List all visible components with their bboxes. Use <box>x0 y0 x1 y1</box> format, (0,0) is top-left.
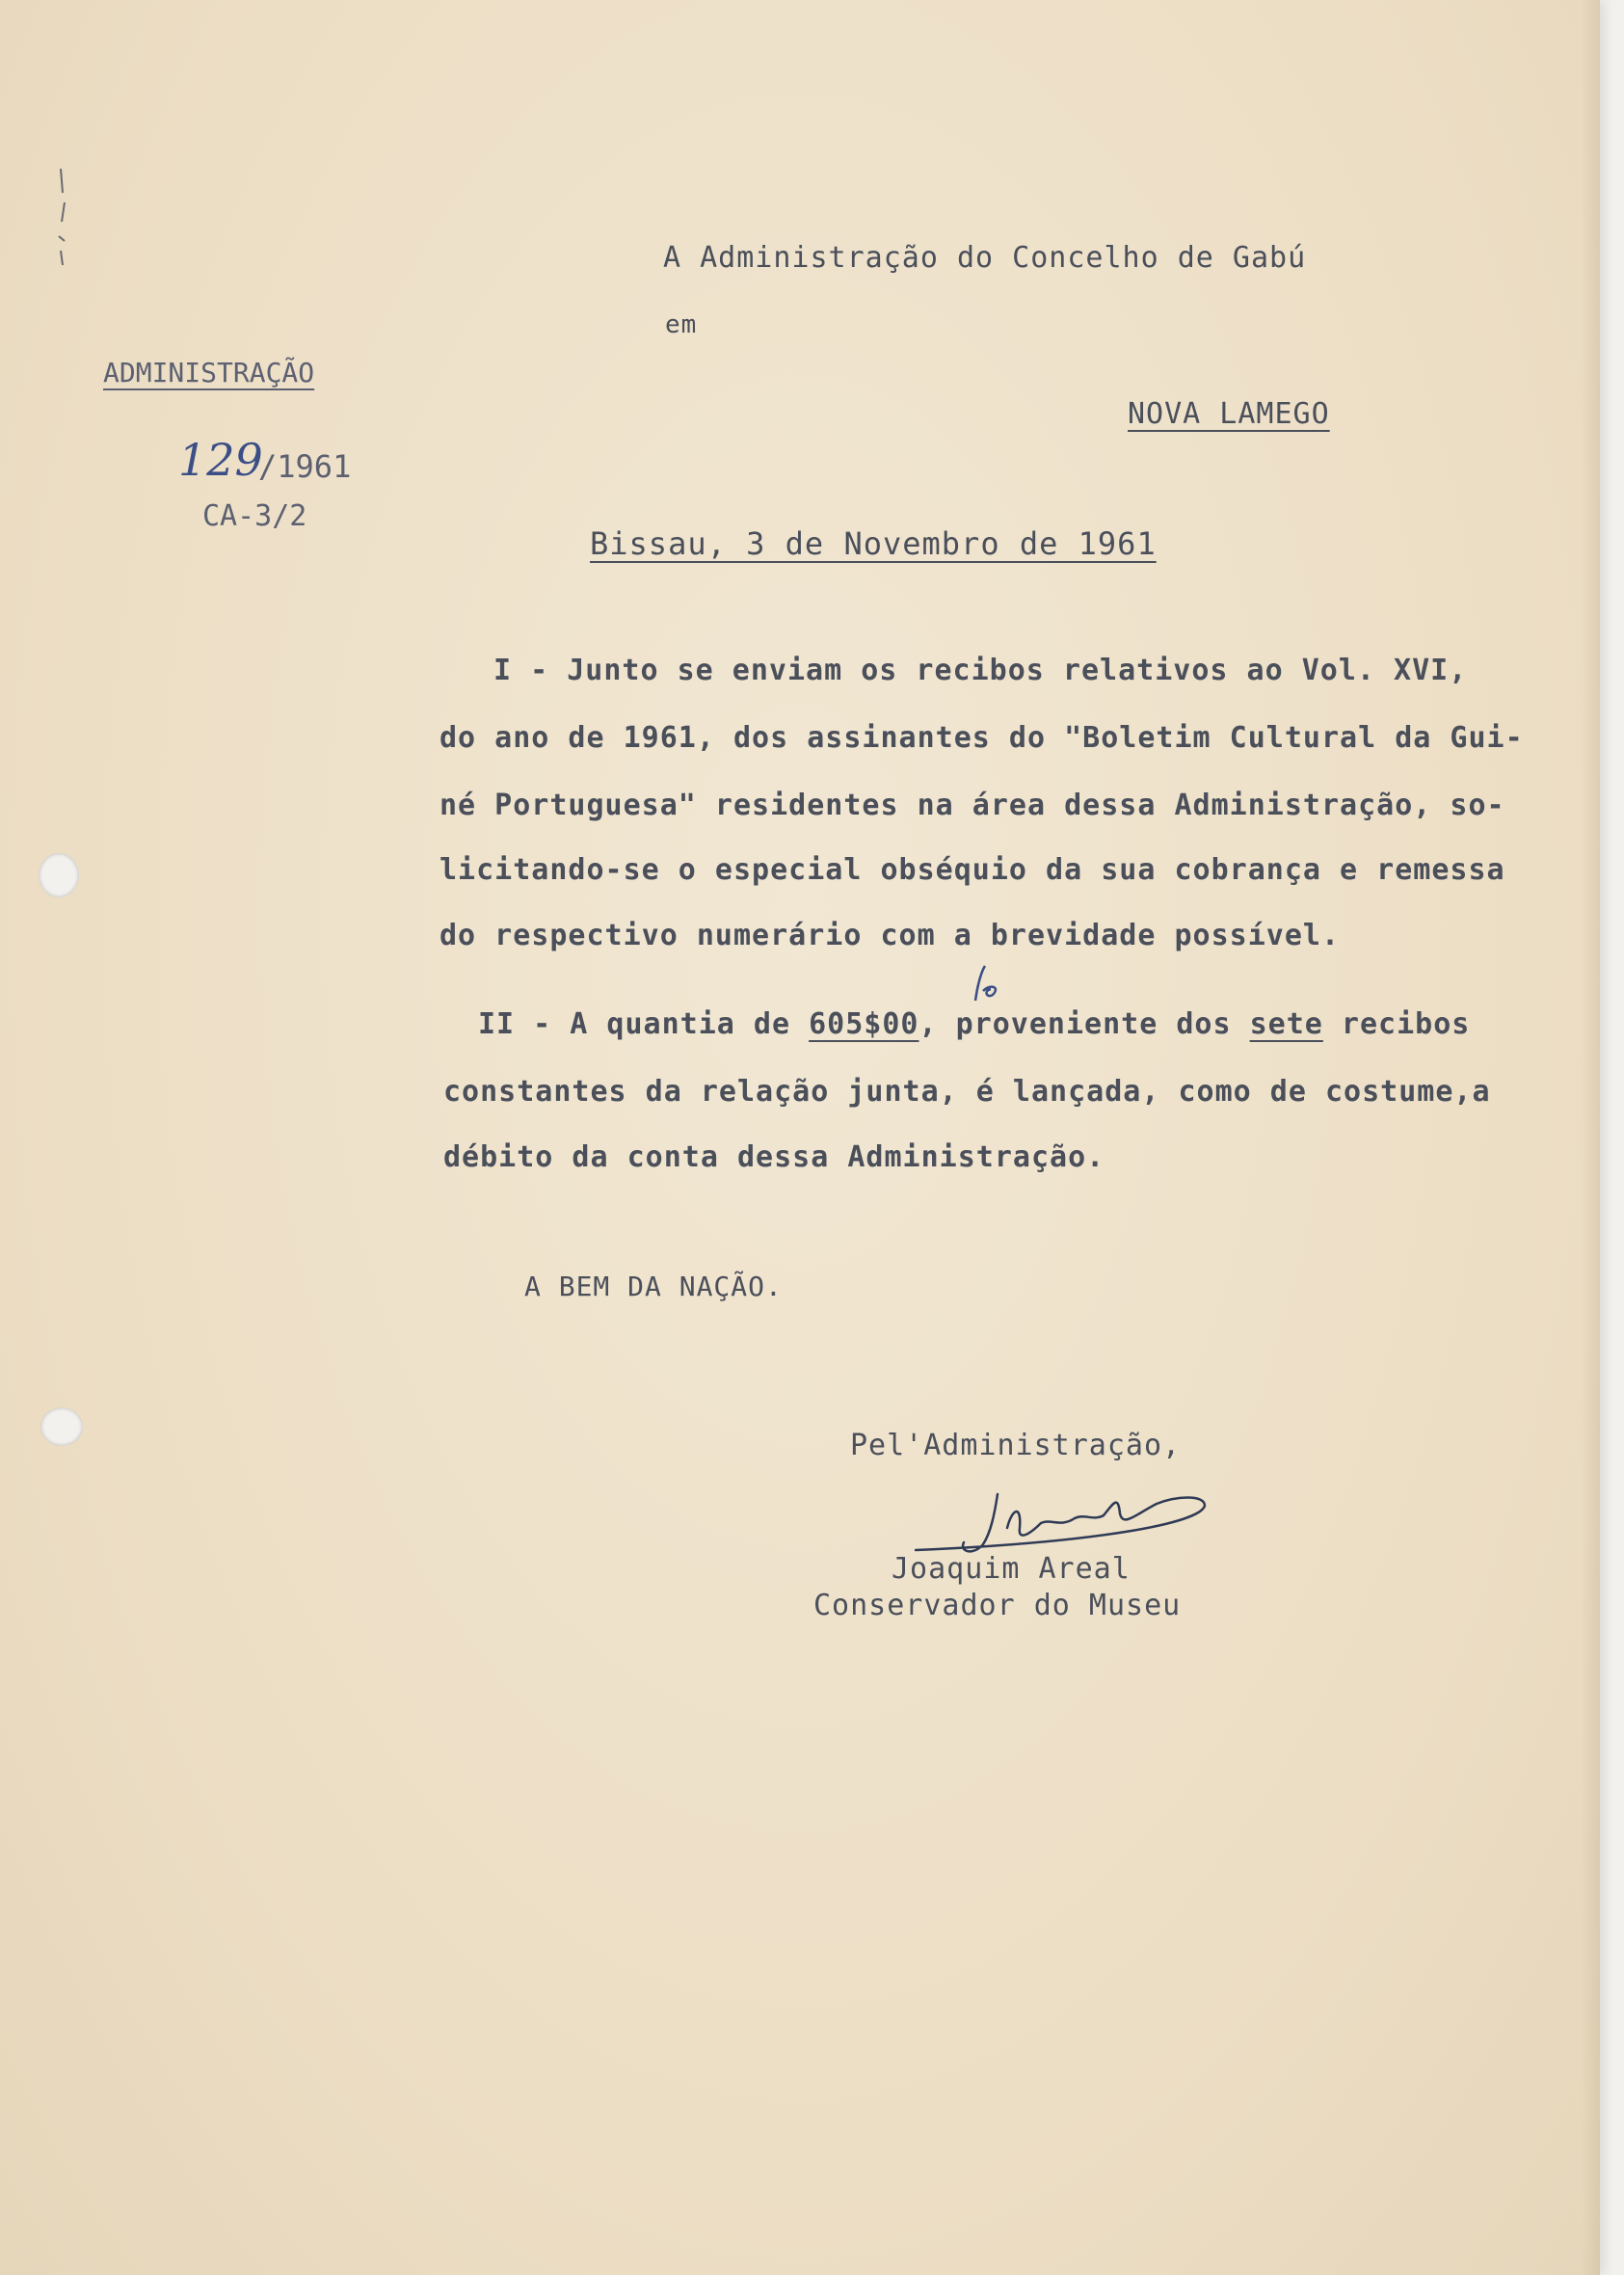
paragraph1-line3: né Portuguesa" residentes na área dessa Administração, so- <box>439 789 1505 822</box>
paragraph2-sete: sete <box>1249 1007 1323 1041</box>
signature-title: Conservador do Museu <box>813 1589 1182 1622</box>
paragraph1-line4: licitando-se o especial obséquio da sua cobrança e remessa <box>439 853 1505 887</box>
paragraph1-line1: I - Junto se enviam os recibos relativos ao Vol. XVI, <box>493 654 1468 687</box>
reference-number-handwritten: 129 <box>178 434 263 486</box>
paragraph2-line2: constantes da relação junta, é lançada, como de costume,a <box>443 1075 1491 1109</box>
paragraph1-line2: do ano de 1961, dos assinantes do "Boletim Cultural da Gui- <box>439 721 1524 755</box>
reference-code: CA-3/2 <box>202 499 307 533</box>
paragraph2-amount: 605$00 <box>809 1007 919 1041</box>
paragraph2-suffix: recibos <box>1322 1007 1471 1041</box>
punch-hole-bottom <box>40 1407 83 1446</box>
paragraph2-prefix: II - A quantia de <box>478 1007 810 1041</box>
date-line: Bissau, 3 de Novembro de 1961 <box>590 525 1157 562</box>
page-edge-shadow <box>1581 0 1600 2275</box>
addressee-place: NOVA LAMEGO <box>1128 397 1330 431</box>
closing-phrase: A BEM DA NAÇÃO. <box>524 1271 783 1302</box>
handwritten-annotation-mark <box>964 962 1012 1010</box>
signature-on-behalf: Pel'Administração, <box>850 1429 1182 1462</box>
reference-office: ADMINISTRAÇÃO <box>103 357 315 388</box>
punch-hole-top <box>39 853 79 897</box>
margin-tick-marks <box>53 164 72 270</box>
paragraph2-comma: , <box>918 1007 938 1041</box>
addressee-line-2: em <box>665 310 698 339</box>
paragraph2-middle: proveniente dos <box>937 1007 1250 1041</box>
paragraph1-line5: do respectivo numerário com a brevidade possível. <box>439 919 1341 952</box>
reference-year: /1961 <box>258 448 352 485</box>
paragraph2-line3: débito da conta dessa Administração. <box>443 1140 1105 1174</box>
signature-name: Joaquim Areal <box>892 1552 1131 1586</box>
paragraph2-line1 <box>478 1007 1470 1041</box>
addressee-line-1: A Administração do Concelho de Gabú <box>663 241 1307 275</box>
